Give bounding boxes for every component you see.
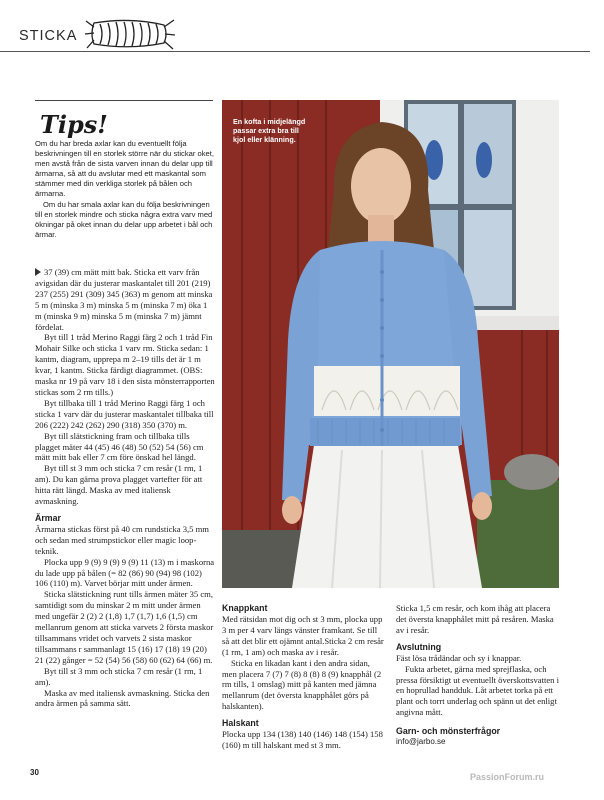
body-paragraph: Sticka slätstickning runt tills ärmen mäter 35 cm, samtidigt som du minskar 2 m mitt under ärmen med ungefär 2 (2) 2 (1,8) 1,7 (1,7) 1,6 (1,5) cm mellanrum genom att sticka varvets 2 första maskor tillsammans vridet och varvets 2 sista maskor tillsammans r sammanlagt 15 (16) 17 (18) 19 (20) 21 (22) gånger = 52 (54) 56 (58) 60 (62) 64 (66) m. xyxy=(35,589,214,665)
yarn-skein-icon xyxy=(84,15,176,53)
body-paragraph: Byt tillbaka till 1 tråd Merino Raggi färg 1 och sticka 1 varv där du justerar maskantalet tillbaka till 206 (222) 242 (262) 290 (318) 350 (370) m. xyxy=(35,397,214,430)
body-paragraph: Sticka en likadan kant i den andra sidan, men placera 7 (7) 7 (8) 8 (8) 8 (9) knapphål (2 rm tills, 1 omslag) mitt på kanten med jämna mellanrum (det översta knapphålet görs på halskanten). xyxy=(222,657,382,712)
section-heading-garn: Garn- och mönsterfrågor xyxy=(396,726,501,737)
instructions-column-1 xyxy=(35,267,215,709)
body-paragraph: Byt till 1 tråd Merino Raggi färg 2 och 1 tråd Fin Mohair Silke och sticka 1 varv rm. Sticka sedan: 1 kantm, diagram, upprepa m 2–19 tills det är 1 m kvar, 1 kantm. Sticka färdigt diagrammet. (OBS: maska nr 19 på varv 18 i den sista mönsterrapporten stickas som 2 rm tills.) xyxy=(35,332,215,397)
body-paragraph: Plocka upp 9 (9) 9 (9) 9 (9) 11 (13) m i maskorna du lade upp på bålen (= 82 (86) 90 (94) 98 (102) 106 (110) m). Varvet börjar mitt under ärmen. xyxy=(35,556,215,589)
section-heading-avslutning: Avslutning xyxy=(396,641,442,652)
tips-divider xyxy=(35,100,213,101)
tips-paragraph: Om du har smala axlar kan du följa beskrivningen till en storlek mindre och sticka några extra varv med ökningar på oket innan du delar upp arbetet i bål och ärmar. xyxy=(35,199,213,239)
tips-title: Tips! xyxy=(40,110,108,139)
body-paragraph: Sticka 1,5 cm resår, och kom ihåg att placera det översta knapphålet mitt på resåren. Maska av i resår. xyxy=(396,603,554,635)
body-paragraph: Maska av med italiensk avmaskning. Sticka den andra ärmen på samma sätt. xyxy=(35,687,210,709)
body-paragraph: Ärmarna stickas först på 40 cm rundsticka 3,5 mm och sedan med strumpstickor eller magic loop-teknik. xyxy=(35,523,209,556)
page-number: 30 xyxy=(30,768,39,777)
header-divider xyxy=(0,51,590,52)
photo-caption: En kofta i midjelängd passar extra bra till kjol eller klänning. xyxy=(233,117,306,144)
tips-paragraph: Om du har breda axlar kan du eventuellt följa beskrivningen till en storlek större när du stickar oket, men avstå från de sista varven innan du delar upp till ärmarna, så att du avslutar med ett maskantal som stämmer med din verkliga storlek på bålen och ärmarna. xyxy=(35,139,214,199)
body-paragraph: Fukta arbetet, gärna med sprejflaska, och pressa försiktigt ut eventuellt överskottsvatten i en hoprullad handduk. Låt arbetet torka på ett plant och torrt underlag och spänn ut det enligt angivna mått. xyxy=(396,663,560,718)
body-paragraph: 37 (39) cm mätt mitt bak. Sticka ett varv från avigsidan där du justerar maskantalet till 201 (219) 237 (255) 291 (309) 345 (363) m genom att minska 5 m (minska 3 m) minska 5 m (minska 7 m) öka 1 m (minska 9 m) minska 5 m (minska 7 m) jämnt fördelat. xyxy=(35,267,213,332)
contact-email-link[interactable]: info@jarbo.se xyxy=(396,737,446,747)
body-paragraph: Med rätsidan mot dig och st 3 mm, plocka upp 3 m per 4 varv längs vänster framkant. Se till så att det blir ett ojämnt antal.Sticka 2 cm resår (1 rm, 1 am) och maska av i resår. xyxy=(222,614,384,657)
body-paragraph: Fäst lösa trådändar och sy i knappar. xyxy=(396,652,522,663)
section-heading-knappkant: Knappkant xyxy=(222,603,268,613)
body-paragraph: Byt till st 3 mm och sticka 7 cm resår (1 rm, 1 am). xyxy=(35,665,203,687)
arrow-icon xyxy=(35,268,41,276)
instructions-column-3 xyxy=(396,603,560,748)
section-heading-armar: Ärmar xyxy=(35,512,61,523)
section-label: STICKA xyxy=(19,28,78,44)
body-paragraph: Byt till st 3 mm och sticka 7 cm resår (1 rm, 1 am). Du kan gärna prova plagget vartefter för att hitta rätt längd. Maska av med italiensk avmaskning. xyxy=(35,463,203,507)
tips-text xyxy=(35,139,215,240)
instructions-column-2 xyxy=(222,603,384,751)
model-photo xyxy=(222,100,559,588)
watermark: PassionForum.ru xyxy=(470,772,545,782)
body-paragraph: Byt till slätstickning fram och tillbaka tills plagget mäter 44 (45) 46 (48) 50 (52) 54 (56) cm mätt mitt bak eller 7 cm före önskad hel längd. xyxy=(35,430,204,463)
cardigan-model-illustration xyxy=(222,100,559,588)
section-heading-halskant: Halskant xyxy=(222,718,259,729)
body-paragraph: Plocka upp 134 (138) 140 (146) 148 (154) 158 (160) m till halskant med st 3 mm. xyxy=(222,729,383,751)
